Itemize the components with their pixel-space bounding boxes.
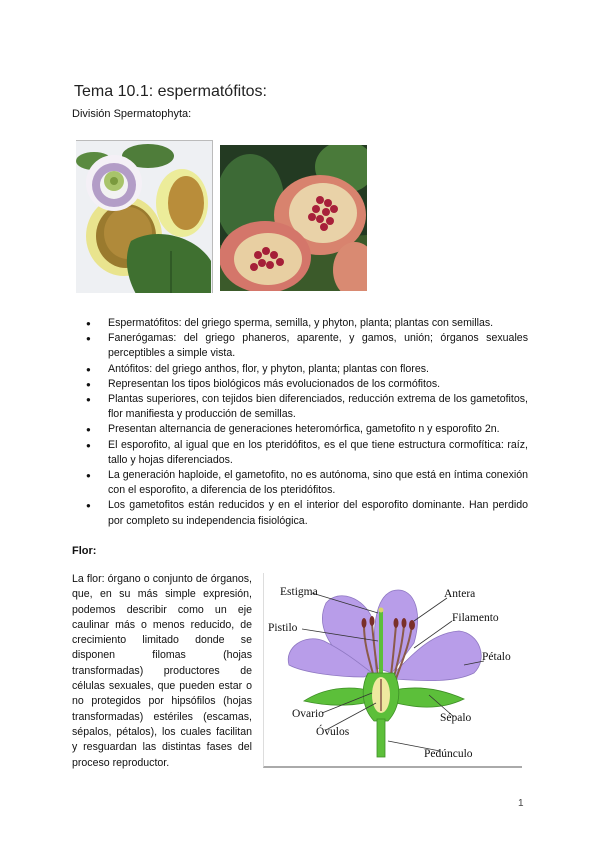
label-petalo: Pétalo — [482, 651, 511, 663]
achiote-illustration — [220, 145, 367, 291]
division-heading: División Spermatophyta: — [72, 108, 192, 120]
flor-paragraph: La flor: órgano o conjunto de órganos, que, en su más simple expresión, podemos describir como un eje caulinar más o menos reducido, de crecimiento limitado donde se disponen filomas (hojas transformadas) productores de células sexuales, que pueden estar o no protegidos por hipsófilos (hojas transformadas) estériles (escamas, sépalos, pétalos), los cuales facilitan y resguardan las distintas fases del proceso reproductor. — [72, 573, 252, 769]
list-item: ● Presentan alternancia de generaciones heteromórfica, gametofito n y esporofito 2n. — [108, 422, 528, 437]
label-ovulos: Óvulos — [316, 726, 350, 738]
passion-fruit-illustration — [76, 141, 213, 293]
label-estigma: Estigma — [280, 586, 318, 598]
label-pedunculo: Pedúnculo — [424, 748, 473, 760]
list-item: ● Los gametofitos están reducidos y en el interior del esporofito dominante. Han perdido por completo su independencia fisiológica. — [108, 498, 528, 528]
label-antera: Antera — [444, 588, 476, 600]
page-title: Tema 10.1: espermatófitos: — [74, 82, 267, 100]
passion-fruit-photo — [76, 140, 213, 293]
list-item: ● La generación haploide, el gametofito, no es autónoma, sino que está en íntima conexión con el esporofito, a diferencia de los pteridófitos. — [108, 468, 528, 498]
flower-diagram — [263, 573, 522, 768]
label-filamento: Filamento — [452, 612, 499, 624]
achiote-photo — [220, 145, 367, 291]
page-number: 1 — [518, 798, 524, 809]
label-ovario: Ovario — [292, 708, 324, 720]
list-item: ● Espermatófitos: del griego sperma, semilla, y phyton, planta; plantas con semillas. — [108, 316, 528, 331]
characteristics-list — [72, 316, 528, 529]
list-item: ● Fanerógamas: del griego phaneros, aparente, y gamos, unión; órganos sexuales perceptibles a simple vista. — [108, 331, 528, 361]
list-item: ● Representan los tipos biológicos más evolucionados de los cormófitos. — [108, 377, 528, 392]
label-sepalo: Sépalo — [440, 712, 472, 724]
label-pistilo: Pistilo — [268, 622, 298, 634]
list-item: ● Antófitos: del griego anthos, flor, y phyton, planta; plantas con flores. — [108, 362, 528, 377]
list-item: ● El esporofito, al igual que en los pteridófitos, es el que tiene estructura cormofítica: raíz, tallo y hojas diferenciados. — [108, 438, 528, 468]
list-item: ● Plantas superiores, con tejidos bien diferenciados, reducción extrema de los gametofitos, flor manifiesta y producción de semillas. — [108, 392, 528, 422]
flower-anatomy-illustration — [264, 573, 522, 766]
flor-heading: Flor: — [72, 545, 97, 557]
